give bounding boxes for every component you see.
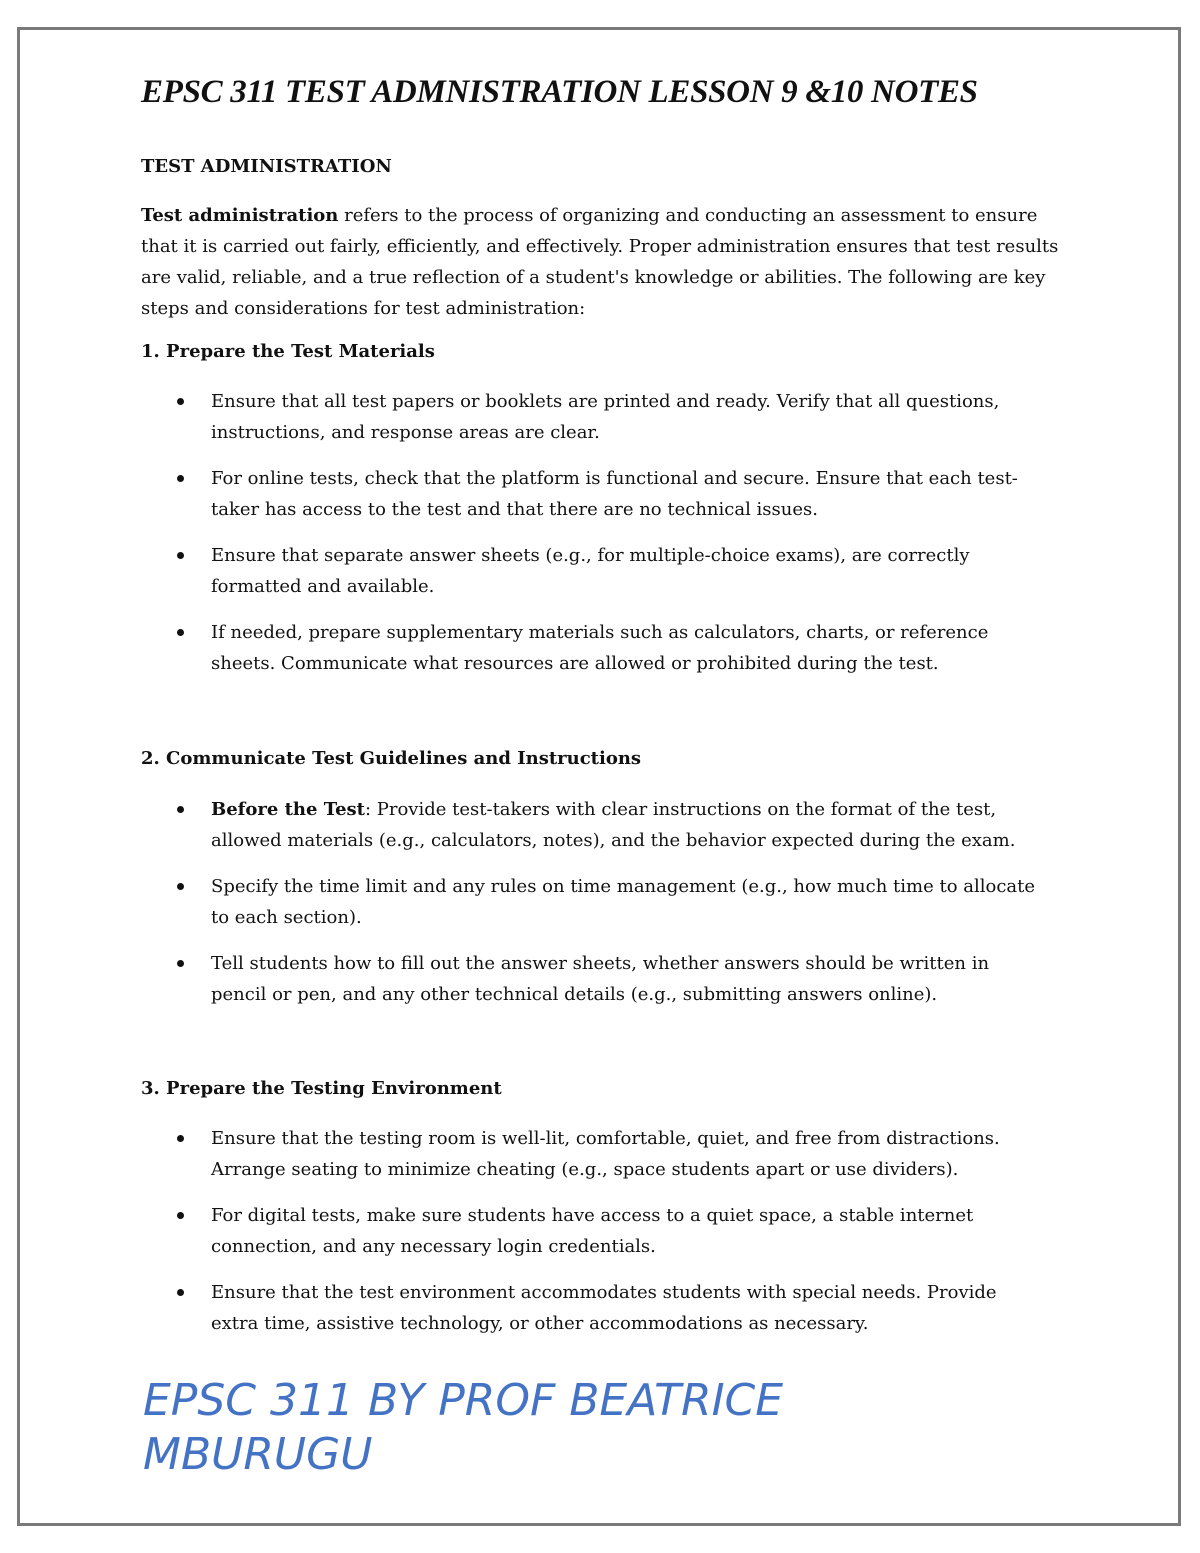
bullet-icon bbox=[177, 1212, 184, 1219]
list-item: Ensure that all test papers or booklets are printed and ready. Verify that all questions, instructions, and response areas are clear. bbox=[141, 386, 1041, 448]
footer-watermark: EPSC 311 BY PROF BEATRICE MBURUGU bbox=[143, 1375, 784, 1480]
intro-text: refers to the process of organizing and conducting an assessment to ensure that it is carried out fairly, efficiently, and effectively. Proper administration ensures that test results are valid, reliable, and a true reflection of a student's knowledge or abilities. The following are key steps and considerations for test administration: bbox=[141, 205, 1059, 319]
bullet-icon bbox=[177, 1289, 184, 1296]
list-item: Specify the time limit and any rules on time management (e.g., how much time to allocate to each section). bbox=[141, 871, 1041, 933]
list-item: For digital tests, make sure students have access to a quiet space, a stable internet connection, and any necessary login credentials. bbox=[141, 1200, 1041, 1262]
bullet-icon bbox=[177, 806, 184, 813]
section-1-list bbox=[141, 386, 1041, 694]
list-item: If needed, prepare supplementary materials such as calculators, charts, or reference sheets. Communicate what resources are allowed or prohibited during the test. bbox=[141, 617, 1041, 679]
main-heading: TEST ADMINISTRATION bbox=[141, 156, 392, 177]
intro-term: Test administration bbox=[141, 205, 339, 226]
bullet-icon bbox=[177, 883, 184, 890]
list-item: Ensure that the testing room is well-lit, comfortable, quiet, and free from distractions. Arrange seating to minimize cheating (e.g., space students apart or use dividers). bbox=[141, 1123, 1041, 1185]
section-heading-2: 2. Communicate Test Guidelines and Instructions bbox=[141, 748, 642, 769]
bullet-icon bbox=[177, 398, 184, 405]
list-item: Ensure that the test environment accommodates students with special needs. Provide extra time, assistive technology, or other accommodations as necessary. bbox=[141, 1277, 1041, 1339]
list-item: Ensure that separate answer sheets (e.g., for multiple-choice exams), are correctly formatted and available. bbox=[141, 540, 1041, 602]
section-heading-1: 1. Prepare the Test Materials bbox=[141, 341, 435, 362]
section-2-list bbox=[141, 794, 1041, 1025]
bullet-icon bbox=[177, 552, 184, 559]
list-item: For online tests, check that the platform is functional and secure. Ensure that each test-taker has access to the test and that there are no technical issues. bbox=[141, 463, 1041, 525]
document-title: EPSC 311 TEST ADMNISTRATION LESSON 9 &10 NOTES bbox=[141, 74, 978, 110]
bullet-icon bbox=[177, 1135, 184, 1142]
list-item: Tell students how to fill out the answer sheets, whether answers should be written in pencil or pen, and any other technical details (e.g., submitting answers online). bbox=[141, 948, 1041, 1010]
bullet-icon bbox=[177, 475, 184, 482]
bullet-icon bbox=[177, 629, 184, 636]
bullet-icon bbox=[177, 960, 184, 967]
document-body bbox=[141, 72, 1061, 1334]
intro-paragraph bbox=[141, 200, 1061, 324]
section-3-list bbox=[141, 1123, 1041, 1354]
section-heading-3: 3. Prepare the Testing Environment bbox=[141, 1078, 502, 1099]
list-item: Before the Test: Provide test-takers with clear instructions on the format of the test, allowed materials (e.g., calculators, notes), and the behavior expected during the exam. bbox=[141, 794, 1041, 856]
